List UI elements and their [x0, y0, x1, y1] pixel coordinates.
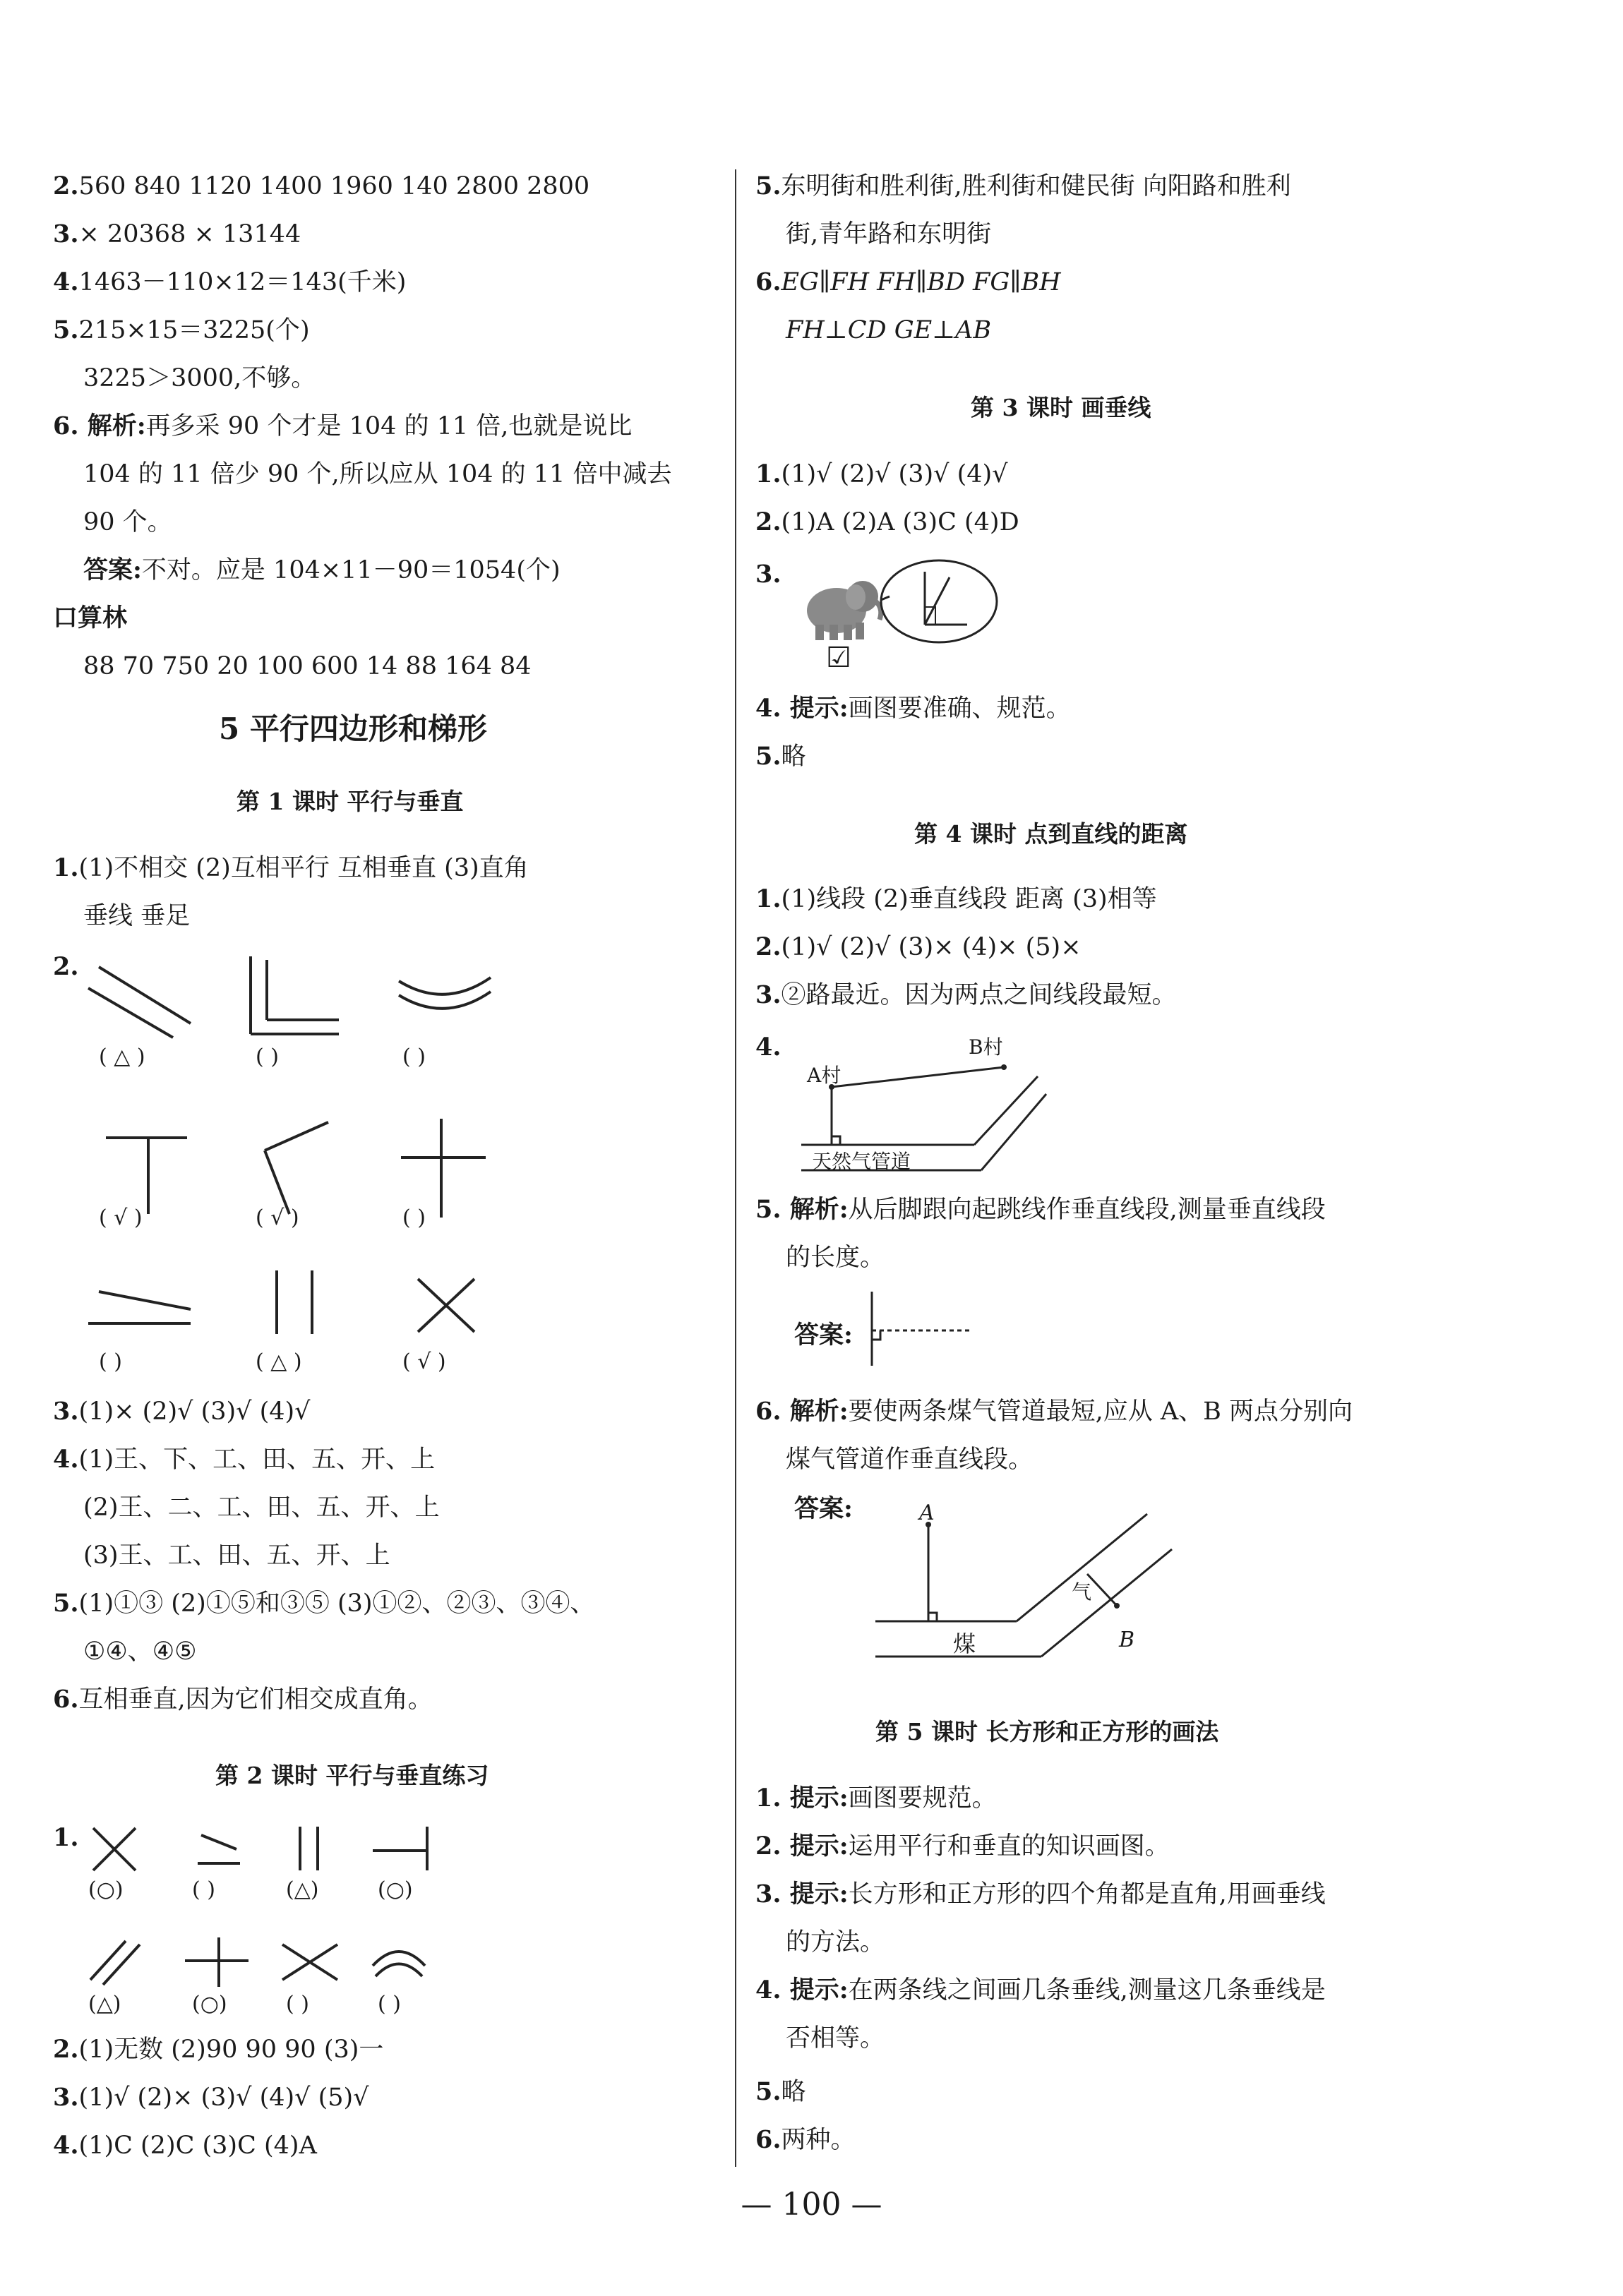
- lesson2-item-4: 4.(1)C (2)C (3)C (4)A: [53, 2131, 317, 2160]
- figure-practice-lines: [0, 0, 734, 2047]
- lesson4-title: 第 4 课时 点到直线的距离: [914, 820, 1188, 848]
- pipe-label: 天然气管道: [812, 1150, 911, 1173]
- left-item-5-cont: 3225＞3000,不够。: [83, 364, 316, 392]
- lesson1-item-2-label: 2.: [53, 952, 79, 981]
- answer-paren: ( ): [286, 1992, 309, 2016]
- lesson5-item-3-cont: 的方法。: [786, 1928, 885, 1957]
- right-item-6-cont: FH⊥CD GE⊥AB: [786, 316, 992, 344]
- lesson2-item-1-label: 1.: [53, 1823, 79, 1852]
- lesson4-item-2: 2.(1)√ (2)√ (3)× (4)× (5)×: [755, 932, 1082, 961]
- page-number: — 100 —: [741, 2187, 882, 2223]
- answer-label: 答案:: [794, 1321, 853, 1350]
- lesson1-item-4-3: (3)王、工、田、五、开、上: [83, 1541, 390, 1570]
- lesson5-item-4: 4. 提示:在两条线之间画几条垂线,测量这几条垂线是: [755, 1976, 1326, 2005]
- lesson3-item-5: 5.略: [755, 742, 806, 771]
- left-item-6-answer: 答案:不对。应是 104×11－90＝1054(个): [83, 555, 561, 584]
- lesson1-item-4: 4.(1)王、下、工、田、五、开、上: [53, 1445, 436, 1474]
- answer-paren: ( √ ): [256, 1206, 299, 1230]
- answer-paren: ( ): [378, 1992, 401, 2016]
- answer-paren: ( ): [192, 1877, 215, 1902]
- gas-pipe-figure: [868, 1503, 1193, 1673]
- lesson1-item-1: 1.(1)不相交 (2)互相平行 互相垂直 (3)直角: [53, 853, 529, 882]
- answer-paren: (△): [286, 1877, 319, 1902]
- lesson2-item-3: 3.(1)√ (2)× (3)√ (4)√ (5)√: [53, 2083, 369, 2112]
- lesson5-item-6: 6.两种。: [755, 2125, 856, 2154]
- right-item-5: 5.东明街和胜利街,胜利街和健民街 向阳路和胜利: [755, 172, 1291, 200]
- lesson3-item-2: 2.(1)A (2)A (3)C (4)D: [755, 507, 1019, 536]
- lesson5-item-4-cont: 否相等。: [786, 2024, 885, 2052]
- column-divider: [735, 169, 736, 2167]
- lesson1-item-3: 3.(1)× (2)√ (3)√ (4)√: [53, 1397, 311, 1426]
- check-box-icon: ☑: [826, 642, 851, 674]
- point-a-label: A: [919, 1501, 935, 1525]
- lesson3-item-4: 4. 提示:画图要准确、规范。: [755, 694, 1071, 723]
- answer-paren: ( △ ): [256, 1350, 302, 1374]
- kousuan-answers: 88 70 750 20 100 600 14 88 164 84: [83, 652, 532, 680]
- answer-paren: ( ): [99, 1350, 122, 1374]
- answer-paren: ( ): [256, 1045, 279, 1069]
- gas-label-mei: 煤: [953, 1630, 976, 1657]
- lesson1-item-1-cont: 垂线 垂足: [83, 902, 191, 930]
- lesson1-item-4-2: (2)王、二、工、田、五、开、上: [83, 1493, 440, 1522]
- lesson1-item-5-cont: ①④、④⑤: [83, 1637, 197, 1666]
- elephant-figure: [791, 558, 1002, 678]
- village-a-label: A村: [807, 1064, 842, 1087]
- gas-label-qi: 气: [1072, 1580, 1092, 1604]
- answer-paren: ( √ ): [99, 1206, 143, 1230]
- jump-figure: [865, 1292, 978, 1369]
- lesson4-item-6-cont: 煤气管道作垂直线段。: [786, 1445, 1034, 1474]
- left-item-2: 2.560 840 1120 1400 1960 140 2800 2800: [53, 172, 590, 200]
- lesson5-item-3: 3. 提示:长方形和正方形的四个角都是直角,用画垂线: [755, 1880, 1326, 1909]
- answer-paren: ( ): [402, 1206, 426, 1230]
- lesson4-item-5: 5. 解析:从后脚跟向起跳线作垂直线段,测量垂直线段: [755, 1195, 1326, 1224]
- lesson3-item-1: 1.(1)√ (2)√ (3)√ (4)√: [755, 459, 1008, 488]
- answer-paren: (○): [88, 1877, 124, 1902]
- lesson5-item-2: 2. 提示:运用平行和垂直的知识画图。: [755, 1832, 1170, 1861]
- left-item-6: 6. 解析:再多采 90 个才是 104 的 11 倍,也就是说比: [53, 411, 633, 440]
- lesson5-item-1: 1. 提示:画图要规范。: [755, 1784, 997, 1813]
- lesson5-item-5: 5.略: [755, 2077, 806, 2106]
- lesson4-item-1: 1.(1)线段 (2)垂直线段 距离 (3)相等: [755, 884, 1157, 913]
- lesson2-item-2: 2.(1)无数 (2)90 90 90 (3)一: [53, 2035, 384, 2064]
- answer-label: 答案:: [794, 1494, 853, 1523]
- lesson4-item-6: 6. 解析:要使两条煤气管道最短,应从 A、B 两点分别向: [755, 1397, 1353, 1426]
- answer-paren: ( √ ): [402, 1350, 446, 1374]
- lesson1-item-6: 6.互相垂直,因为它们相交成直角。: [53, 1685, 433, 1714]
- answer-paren: ( ): [402, 1045, 426, 1069]
- lesson4-item-5-cont: 的长度。: [786, 1244, 885, 1272]
- right-item-5-cont: 街,青年路和东明街: [786, 220, 992, 248]
- lesson3-title: 第 3 课时 画垂线: [971, 394, 1151, 421]
- lesson4-item-3: 3.②路最近。因为两点之间线段最短。: [755, 980, 1177, 1009]
- right-item-6: 6.EG∥FH FH∥BD FG∥BH: [755, 268, 1061, 296]
- left-item-3: 3.× 20368 × 13144: [53, 220, 301, 248]
- answer-paren: ( △ ): [99, 1045, 145, 1069]
- left-item-6-cont1: 104 的 11 倍少 90 个,所以应从 104 的 11 倍中减去: [83, 460, 672, 488]
- lesson3-item-3-label: 3.: [755, 560, 781, 589]
- lesson1-item-5: 5.(1)①③ (2)①⑤和③⑤ (3)①②、②③、③④、: [53, 1589, 595, 1618]
- left-item-4: 4.1463－110×12＝143(千米): [53, 268, 407, 296]
- village-b-label: B村: [969, 1035, 1003, 1059]
- answer-paren: (△): [88, 1992, 121, 2016]
- lesson1-title: 第 1 课时 平行与垂直: [236, 788, 464, 815]
- lesson5-title: 第 5 课时 长方形和正方形的画法: [875, 1718, 1219, 1745]
- left-item-6-cont2: 90 个。: [83, 508, 172, 536]
- answer-paren: (○): [378, 1877, 413, 1902]
- lesson2-title: 第 2 课时 平行与垂直练习: [215, 1762, 489, 1789]
- point-b-label: B: [1119, 1628, 1135, 1652]
- left-item-5: 5.215×15＝3225(个): [53, 315, 310, 344]
- unit-title: 5 平行四边形和梯形: [219, 711, 487, 746]
- lesson4-item-4-label: 4.: [755, 1033, 781, 1062]
- answer-paren: (○): [192, 1992, 227, 2016]
- kousuan-title: 口算林: [53, 603, 128, 632]
